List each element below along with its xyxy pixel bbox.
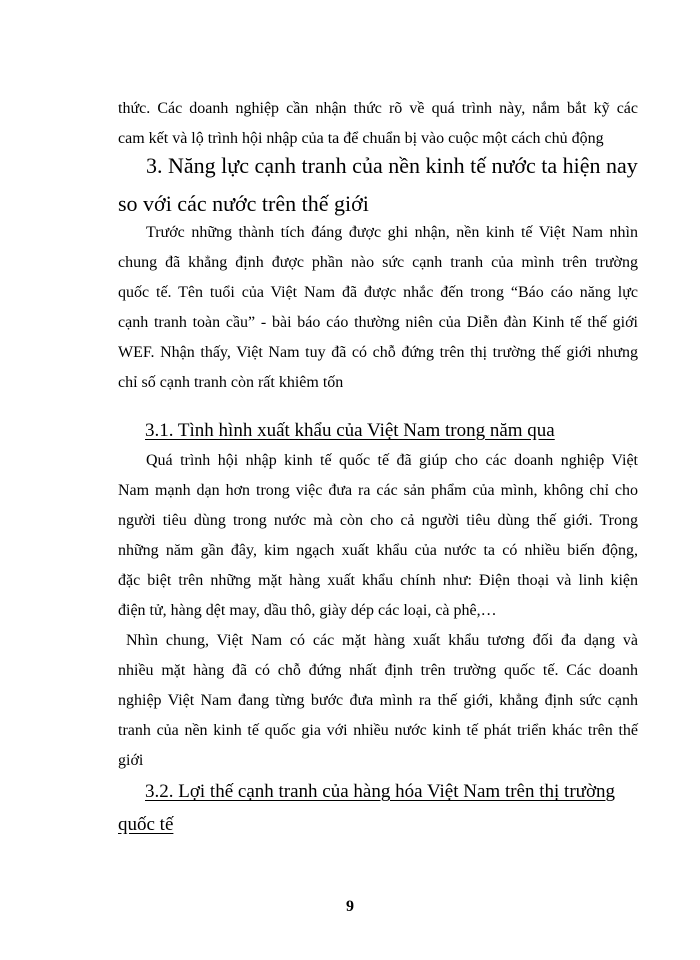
text-line: những năm gần đây, kim ngạch xuất khẩu của nước ta có nhiều biến động, [118, 542, 638, 559]
text-line: tranh của nền kinh tế quốc gia với nhiều nước kinh tế phát triển khác trên thế [118, 722, 638, 739]
text-line: Nhìn chung, Việt Nam có các mặt hàng xuất khẩu tương đối đa dạng và [126, 632, 638, 649]
text-line: Quá trình hội nhập kinh tế quốc tế đã giúp cho các doanh nghiệp Việt [146, 452, 638, 469]
subsection-heading-3-1 [145, 416, 645, 446]
paragraph-intro [118, 94, 638, 154]
heading-line: 3. Năng lực cạnh tranh của nền kinh tế nước ta hiện nay [146, 153, 638, 178]
heading-line: 3.2. Lợi thế cạnh tranh của hàng hóa Việt Nam trên thị trường [145, 781, 615, 802]
text-line: điện tử, hàng dệt may, dầu thô, giày dép các loại, cà phê,… [118, 602, 497, 619]
text-line: người tiêu dùng trong nước mà còn cho cả người tiêu dùng thế giới. Trong [118, 512, 638, 529]
text-line: nghiệp Việt Nam đang từng bước đưa mình ra thế giới, khẳng định sức cạnh [118, 692, 638, 709]
text-line: chỉ số cạnh tranh còn rất khiêm tốn [118, 374, 344, 391]
text-line: chung đã khẳng định được phần nào sức cạnh tranh của mình trên trường [118, 254, 638, 271]
paragraph-competitiveness [118, 218, 638, 398]
text-line: thức. Các doanh nghiệp cần nhận thức rõ về quá trình này, nắm bắt kỹ các [118, 100, 638, 117]
heading-line: 3.1. Tình hình xuất khẩu của Việt Nam trong năm qua [145, 420, 555, 441]
text-line: Nam mạnh dạn hơn trong việc đưa ra các sản phẩm của mình, không chỉ cho [118, 482, 638, 499]
text-line: cạnh tranh toàn cầu” - bài báo cáo thường niên của Diễn đàn Kinh tế thế giới [118, 314, 638, 331]
text-line: giới [118, 752, 144, 769]
text-line: nhiều mặt hàng đã có chỗ đứng nhất định trên trường quốc tế. Các doanh [118, 662, 638, 679]
section-heading-3 [118, 147, 648, 223]
paragraph-exports [118, 446, 638, 626]
text-line: cam kết và lộ trình hội nhập của ta để chuẩn bị vào cuộc một cách chủ động [118, 130, 604, 147]
heading-line: so với các nước trên thế giới [118, 191, 369, 216]
text-line: Trước những thành tích đáng được ghi nhận, nền kinh tế Việt Nam nhìn [146, 224, 638, 241]
paragraph-overview [118, 626, 638, 776]
page-number: 9 [346, 898, 354, 915]
subsection-heading-3-2 [145, 777, 638, 807]
heading-line: quốc tế [118, 814, 174, 835]
text-line: WEF. Nhận thấy, Việt Nam tuy đã có chỗ đứng trên thị trường thế giới nhưng [118, 344, 638, 361]
text-line: quốc tế. Tên tuổi của Việt Nam đã được nhắc đến trong “Báo cáo năng lực [118, 284, 638, 301]
subsection-heading-3-2-cont [118, 810, 318, 840]
text-line: đặc biệt trên những mặt hàng xuất khẩu chính như: Điện thoại và linh kiện [118, 572, 638, 589]
